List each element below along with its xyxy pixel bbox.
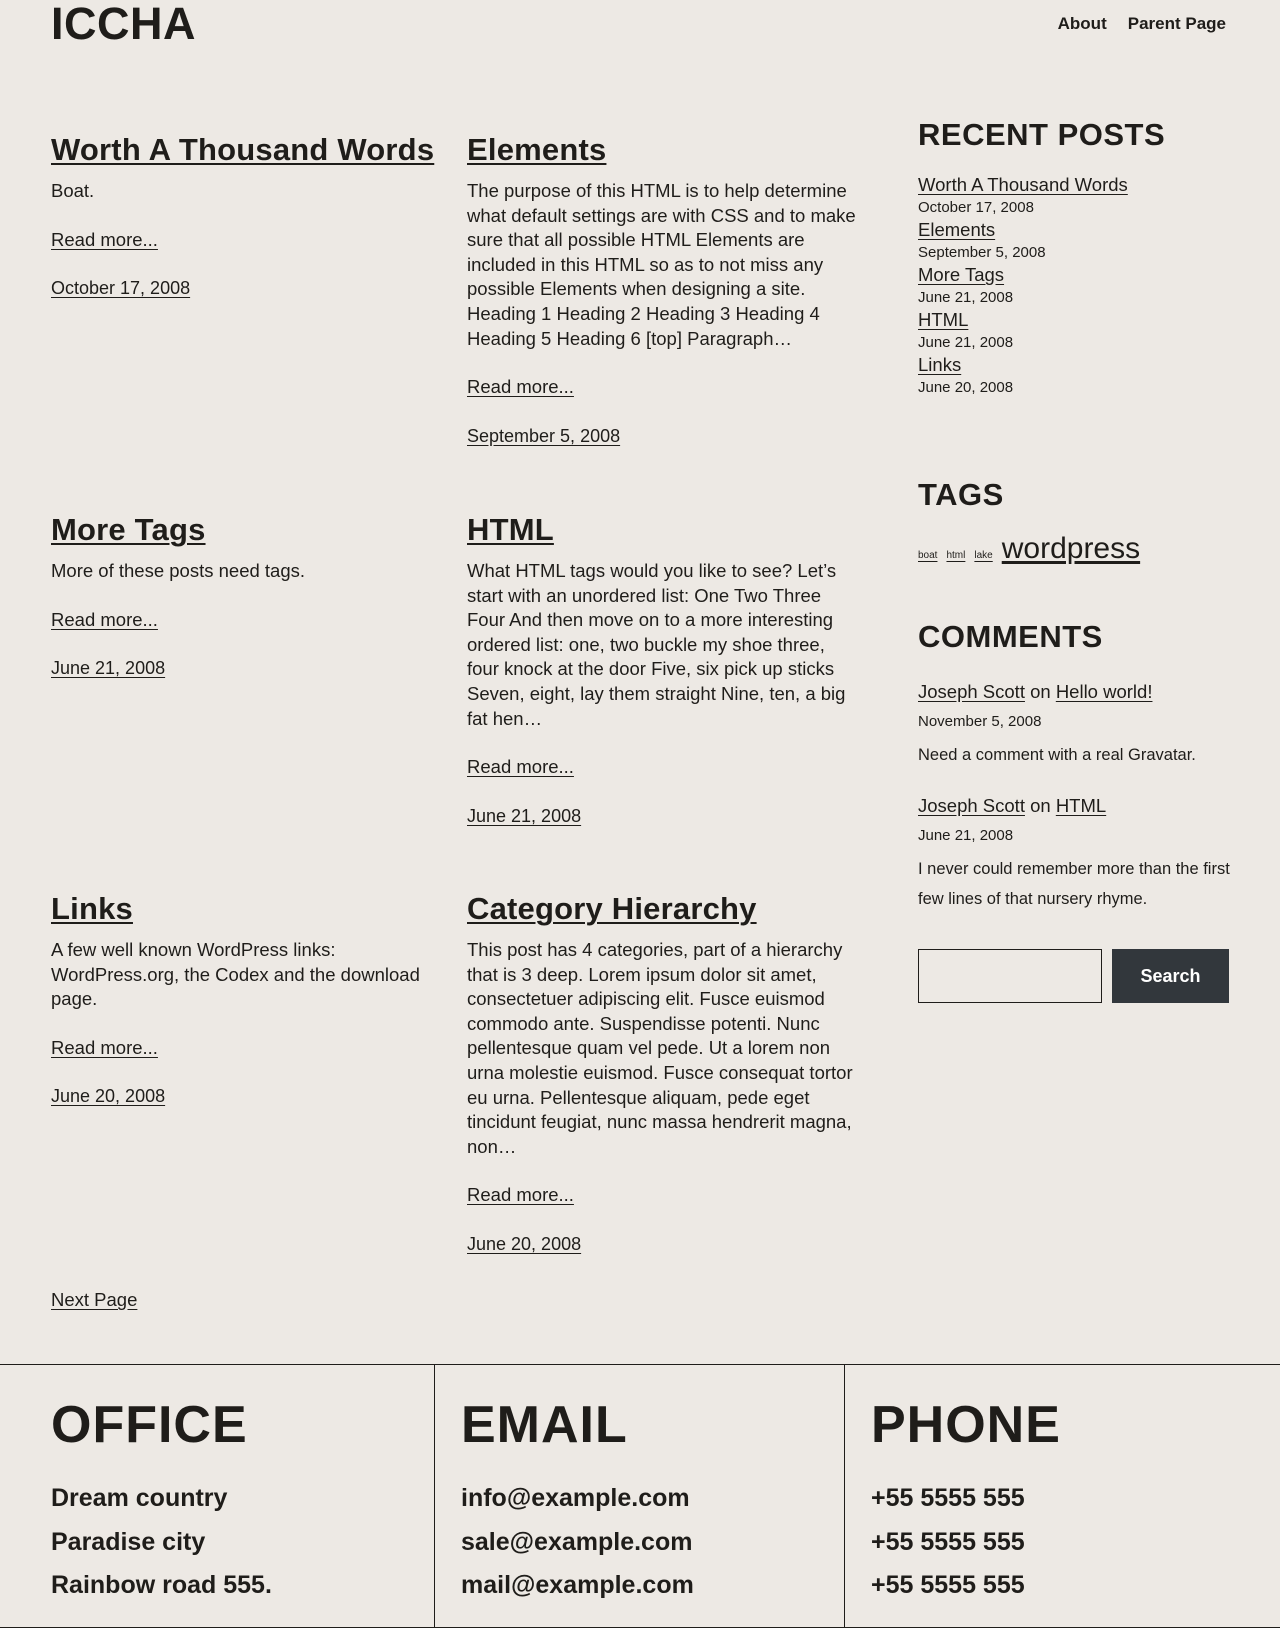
- recent-post-date: September 5, 2008: [918, 244, 1046, 261]
- footer-email-title: EMAIL: [461, 1396, 628, 1454]
- footer-phone-column: [845, 1365, 1280, 1628]
- comment-on-text: on: [1030, 681, 1051, 702]
- list-item: [918, 264, 1238, 309]
- footer-email-lines: [461, 1477, 694, 1608]
- post-title-link[interactable]: More Tags: [51, 512, 206, 547]
- post-title-link[interactable]: Elements: [467, 132, 607, 167]
- read-more-link[interactable]: Read more...: [51, 228, 158, 250]
- post-excerpt: Boat.: [51, 180, 95, 201]
- read-more-link[interactable]: Read more...: [51, 1036, 158, 1058]
- post-date-link[interactable]: June 20, 2008: [467, 1233, 582, 1254]
- post-card: [51, 890, 441, 1108]
- comment-on-text: on: [1030, 795, 1051, 816]
- post-date-link[interactable]: October 17, 2008: [51, 278, 191, 299]
- footer-phone-lines: [871, 1477, 1025, 1608]
- post-date-link[interactable]: June 21, 2008: [51, 658, 166, 679]
- post-title: [51, 131, 441, 169]
- post-card: [467, 131, 857, 448]
- comment-item: [918, 680, 1238, 770]
- footer-line: Rainbow road 555.: [51, 1571, 272, 1599]
- recent-post-date: June 21, 2008: [918, 289, 1014, 306]
- comment-text: I never could remember more than the first few lines of that nursery rhyme.: [918, 860, 1230, 908]
- search-form: [918, 949, 1229, 1003]
- read-more-link[interactable]: Read more...: [51, 608, 158, 630]
- comment-author-link[interactable]: Joseph Scott: [918, 681, 1025, 702]
- recent-post-date: June 21, 2008: [918, 334, 1014, 351]
- list-item: [918, 219, 1238, 264]
- recent-posts-list: [918, 174, 1238, 399]
- post-card: [51, 131, 441, 300]
- footer-line: Dream country: [51, 1484, 228, 1512]
- footer-line: +55 5555 555: [871, 1527, 1025, 1556]
- footer-office-lines: [51, 1477, 272, 1608]
- post-title: [467, 511, 857, 549]
- footer-line: mail@example.com: [461, 1571, 694, 1599]
- footer-office-title: OFFICE: [51, 1396, 248, 1454]
- post-title-link[interactable]: Category Hierarchy: [467, 891, 757, 926]
- post-title-link[interactable]: Worth A Thousand Words: [51, 132, 435, 167]
- read-more-link[interactable]: Read more...: [467, 376, 574, 398]
- post-title: [467, 890, 857, 928]
- recent-posts-widget: [918, 116, 1238, 399]
- post-title: [467, 131, 857, 169]
- next-page-link[interactable]: Next Page: [51, 1289, 138, 1310]
- footer-line: +55 5555 555: [871, 1484, 1025, 1512]
- recent-post-link[interactable]: Worth A Thousand Words: [918, 174, 1128, 195]
- post-date-link[interactable]: June 20, 2008: [51, 1086, 166, 1107]
- comment-author-link[interactable]: Joseph Scott: [918, 795, 1025, 816]
- comments-widget: [918, 618, 1238, 914]
- post-date-link[interactable]: September 5, 2008: [467, 425, 621, 446]
- post-card: [467, 890, 857, 1256]
- tags-widget: [918, 476, 1238, 566]
- footer-office-column: [0, 1365, 435, 1628]
- recent-post-date: October 17, 2008: [918, 199, 1034, 216]
- tag-link-wordpress[interactable]: wordpress: [1001, 532, 1141, 565]
- post-card: [51, 511, 441, 680]
- comment-date: June 21, 2008: [918, 827, 1014, 844]
- footer-line: sale@example.com: [461, 1527, 693, 1556]
- comment-item: [918, 794, 1238, 914]
- post-title-link[interactable]: HTML: [467, 512, 554, 547]
- comment-text: Need a comment with a real Gravatar.: [918, 746, 1196, 764]
- widget-title: COMMENTS: [918, 619, 1103, 654]
- site-title[interactable]: ICCHA: [51, 0, 196, 49]
- post-excerpt: This post has 4 categories, part of a hierarchy that is 3 deep. Lorem ipsum dolor sit amet, consectetuer adipiscing elit. Fusce euismod commodo ante. Suspendisse potenti. Nunc pellentesque quam vel pede. Ut a lorem non urna molestie euismod. Fusce consequat tortor eu urna. Pellentesque aliquam, pede eget tincidunt feugiat, nunc massa hendrerit magna, non…: [467, 939, 853, 1157]
- post-excerpt: The purpose of this HTML is to help determine what default settings are with CSS and to make sure that all possible HTML Elements are included in this HTML so as to not miss any possible Elements when designing a site. Heading 1 Heading 2 Heading 3 Heading 4 Heading 5 Heading 6 [top] Paragraph…: [467, 180, 856, 349]
- footer-line: info@example.com: [461, 1484, 690, 1512]
- footer-line: Paradise city: [51, 1527, 206, 1556]
- post-excerpt: What HTML tags would you like to see? Let’s start with an unordered list: One Two Three Four And then move on to a more interesting ordered list: one, two buckle my shoe three, four knock at the door Five, six pick up sticks Seven, eight, lay them straight Nine, ten, a big fat hen…: [467, 560, 846, 729]
- list-item: [918, 309, 1238, 354]
- post-excerpt: More of these posts need tags.: [51, 560, 306, 581]
- post-date-link[interactable]: June 21, 2008: [467, 805, 582, 826]
- post-title: [51, 511, 441, 549]
- footer-email-column: [435, 1365, 845, 1628]
- post-title-link[interactable]: Links: [51, 891, 133, 926]
- recent-post-date: June 20, 2008: [918, 379, 1014, 396]
- read-more-link[interactable]: Read more...: [467, 756, 574, 778]
- nav-about-link[interactable]: About: [1057, 14, 1107, 33]
- tag-link-lake[interactable]: lake: [974, 550, 993, 561]
- search-button[interactable]: Search: [1112, 949, 1229, 1003]
- site-footer: [0, 1364, 1280, 1628]
- post-excerpt: A few well known WordPress links: WordPress.org, the Codex and the download page.: [51, 939, 420, 1010]
- list-item: [918, 174, 1238, 219]
- tag-link-boat[interactable]: boat: [918, 550, 938, 561]
- comment-post-link[interactable]: HTML: [1055, 795, 1107, 816]
- post-card: [467, 511, 857, 828]
- read-more-link[interactable]: Read more...: [467, 1184, 574, 1206]
- search-input[interactable]: [918, 949, 1102, 1003]
- comment-post-link[interactable]: Hello world!: [1055, 681, 1153, 702]
- tag-link-html[interactable]: html: [946, 550, 966, 561]
- list-item: [918, 354, 1238, 399]
- comment-header: [918, 680, 1238, 704]
- nav-parent-page-link[interactable]: Parent Page: [1127, 14, 1226, 33]
- primary-nav: [1058, 14, 1226, 34]
- widget-title: TAGS: [918, 477, 1004, 512]
- recent-post-link[interactable]: Links: [918, 354, 962, 375]
- footer-phone-title: PHONE: [871, 1396, 1061, 1454]
- widget-title: RECENT POSTS: [918, 117, 1166, 152]
- comment-date: November 5, 2008: [918, 713, 1042, 730]
- recent-post-link[interactable]: HTML: [918, 309, 969, 330]
- recent-post-link[interactable]: Elements: [918, 219, 996, 240]
- comment-header: [918, 794, 1238, 818]
- post-title: [51, 890, 441, 928]
- recent-post-link[interactable]: More Tags: [918, 264, 1005, 285]
- footer-line: +55 5555 555: [871, 1571, 1025, 1599]
- tag-cloud: [918, 532, 1238, 566]
